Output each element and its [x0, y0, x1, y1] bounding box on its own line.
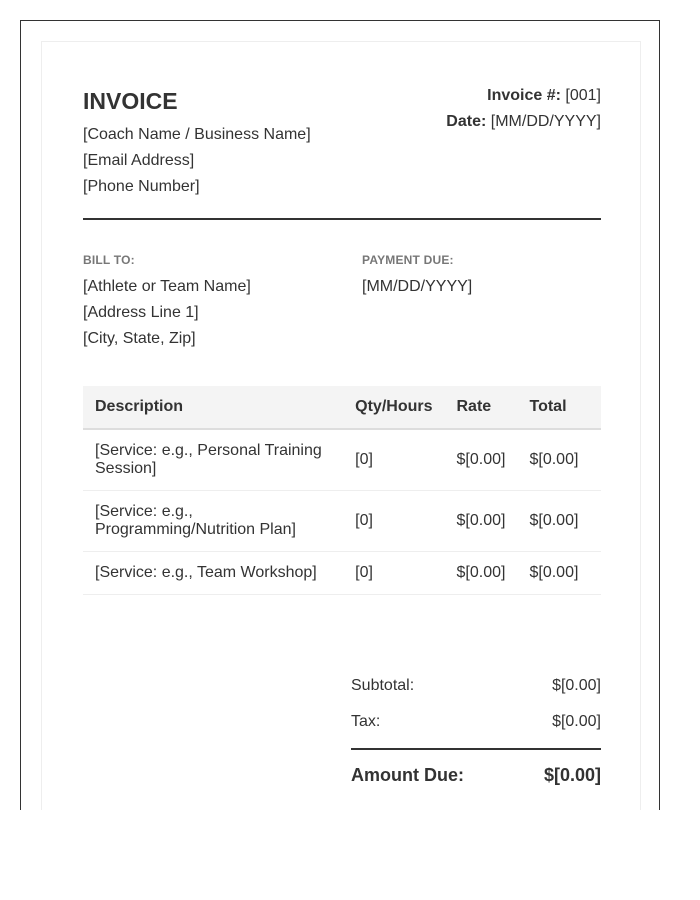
row-rate: $[0.00] — [445, 552, 518, 595]
table-row — [83, 429, 601, 491]
subtotal-row — [351, 676, 601, 696]
invoice-date-value: [MM/DD/YYYY] — [490, 113, 601, 130]
invoice-number-value: [001] — [565, 87, 601, 104]
row-rate: $[0.00] — [445, 491, 518, 552]
header-divider — [83, 218, 601, 220]
tax-value: $[0.00] — [552, 713, 601, 730]
sender-name: [Coach Name / Business Name] — [83, 126, 311, 143]
table-row — [83, 552, 601, 595]
invoice-meta — [446, 83, 601, 135]
row-total: $[0.00] — [517, 552, 601, 595]
totals-divider — [351, 748, 601, 750]
table-header-row — [83, 386, 601, 429]
row-description: [Service: e.g., Personal Training Session] — [83, 429, 343, 491]
header-total: Total — [517, 386, 601, 429]
header-qty: Qty/Hours — [343, 386, 444, 429]
sender-email: [Email Address] — [83, 152, 195, 169]
tax-label: Tax: — [351, 713, 381, 730]
billing-section — [83, 252, 601, 352]
amount-due-label: Amount Due: — [351, 765, 464, 785]
invoice-content — [83, 83, 601, 785]
invoice-date — [446, 109, 601, 135]
amount-due-value: $[0.00] — [543, 765, 601, 785]
subtotal-label: Subtotal: — [351, 677, 415, 694]
tax-row — [351, 712, 601, 732]
row-qty: [0] — [343, 491, 444, 552]
sender-block — [83, 83, 311, 200]
bill-to-name: [Athlete or Team Name] — [83, 278, 251, 295]
row-qty: [0] — [343, 429, 444, 491]
subtotal-value: $[0.00] — [552, 677, 601, 694]
invoice-number-label: Invoice #: — [487, 87, 561, 104]
bill-to-address: [Address Line 1] — [83, 304, 199, 321]
totals-block — [351, 673, 601, 786]
table-row — [83, 491, 601, 552]
bill-to-label: BILL TO: — [83, 253, 135, 267]
row-description: [Service: e.g., Programming/Nutrition Plan] — [83, 491, 343, 552]
row-qty: [0] — [343, 552, 444, 595]
row-rate: $[0.00] — [445, 429, 518, 491]
bill-to-block — [83, 252, 362, 352]
payment-due-block — [362, 252, 601, 352]
invoice-title: INVOICE — [83, 88, 178, 114]
row-total: $[0.00] — [517, 491, 601, 552]
header-rate: Rate — [445, 386, 518, 429]
invoice-header — [83, 83, 601, 200]
invoice-date-label: Date: — [446, 113, 487, 130]
amount-due-row — [351, 764, 601, 786]
invoice-number — [446, 83, 601, 109]
payment-due-value: [MM/DD/YYYY] — [362, 278, 473, 295]
bill-to-city: [City, State, Zip] — [83, 330, 196, 347]
line-items-table — [83, 386, 601, 595]
payment-due-label: PAYMENT DUE: — [362, 253, 454, 267]
header-description: Description — [83, 386, 343, 429]
sender-phone: [Phone Number] — [83, 178, 200, 195]
page-frame — [20, 20, 660, 810]
row-description: [Service: e.g., Team Workshop] — [83, 552, 343, 595]
row-total: $[0.00] — [517, 429, 601, 491]
invoice-document — [41, 41, 641, 810]
